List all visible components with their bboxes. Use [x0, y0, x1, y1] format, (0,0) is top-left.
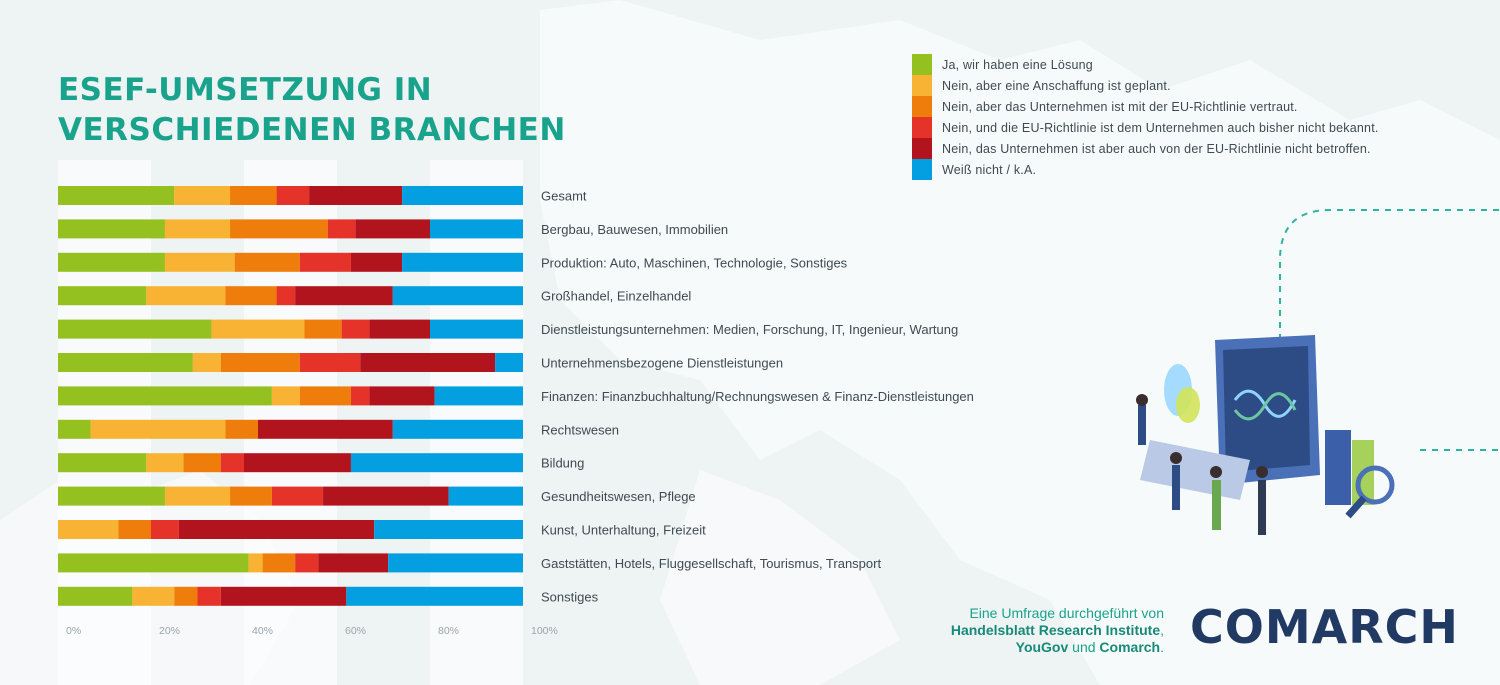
bar-segment	[370, 320, 430, 339]
category-label: Unternehmensbezogene Dienstleistungen	[541, 355, 784, 371]
bar-segment	[323, 487, 449, 506]
category-label: Sonstiges	[541, 589, 599, 605]
credit-intro: Eine Umfrage durchgeführt von	[969, 605, 1164, 621]
legend-item	[912, 117, 1379, 138]
bar-segment	[58, 353, 193, 372]
bar-segment	[402, 186, 523, 205]
x-tick-label: 60%	[345, 625, 367, 637]
bar-segment	[295, 553, 318, 572]
legend-label: Nein, das Unternehmen ist aber auch von der EU-Richtlinie nicht betroffen.	[942, 141, 1371, 156]
bar-segment	[277, 286, 296, 305]
bar-segment	[230, 219, 328, 238]
survey-credit: Eine Umfrage durchgeführt von Handelsblatt Research Institute, YouGov und Comarch.	[950, 605, 1164, 655]
bar-segment	[58, 386, 272, 405]
bar-segment	[230, 186, 276, 205]
bar-segment	[370, 386, 435, 405]
legend-item	[912, 54, 1379, 75]
bar-segment	[393, 286, 523, 305]
bar-segment	[235, 253, 300, 272]
bar-segment	[165, 253, 235, 272]
bar-segment	[211, 320, 304, 339]
bar-segment	[58, 253, 165, 272]
bar-segment	[328, 219, 356, 238]
bar-segment	[151, 520, 179, 539]
category-label: Bildung	[541, 455, 585, 471]
category-label: Rechtswesen	[541, 422, 620, 438]
legend-swatch	[912, 75, 932, 96]
bar-segment	[346, 587, 523, 606]
bar-segment	[300, 253, 351, 272]
legend-label: Nein, aber eine Anschaffung ist geplant.	[942, 78, 1171, 93]
bar-segment	[58, 520, 118, 539]
bar-segment	[58, 186, 174, 205]
bar-segment	[58, 553, 249, 572]
lab-illustration	[1120, 200, 1500, 540]
bar-segment	[58, 420, 91, 439]
bar-segment	[221, 353, 300, 372]
x-tick-label: 0%	[66, 625, 82, 637]
bar-segment	[165, 219, 230, 238]
bar-segment	[221, 453, 244, 472]
x-tick-label: 40%	[252, 625, 274, 637]
legend-item	[912, 75, 1379, 96]
bar-segment	[430, 320, 523, 339]
x-tick-label: 80%	[438, 625, 460, 637]
credit-org-comarch: Comarch	[1099, 639, 1161, 655]
bar-segment	[179, 520, 374, 539]
bar-segment	[318, 553, 388, 572]
title-line-1: ESEF-UMSETZUNG IN	[58, 72, 433, 108]
bar-segment	[221, 587, 347, 606]
bar-segment	[146, 286, 225, 305]
bar-segment	[165, 487, 230, 506]
bar-segment	[277, 186, 310, 205]
comarch-logo: COMARCH	[1190, 600, 1459, 654]
x-tick-label: 100%	[531, 625, 558, 637]
legend-swatch	[912, 117, 932, 138]
legend-swatch	[912, 96, 932, 117]
bar-segment	[388, 553, 523, 572]
bar-segment	[225, 286, 276, 305]
bar-segment	[184, 453, 221, 472]
legend-label: Ja, wir haben eine Lösung	[942, 57, 1093, 72]
bar-segment	[263, 553, 296, 572]
bar-segment	[58, 286, 146, 305]
bar-segment	[249, 553, 263, 572]
bar-segment	[300, 386, 351, 405]
bar-segment	[146, 453, 183, 472]
bar-segment	[58, 320, 211, 339]
bar-segment	[58, 219, 165, 238]
bar-segment	[430, 219, 523, 238]
bar-segment	[58, 587, 132, 606]
bar-segment	[272, 487, 323, 506]
bar-segment	[295, 286, 393, 305]
category-label: Gesundheitswesen, Pflege	[541, 489, 696, 505]
x-tick-label: 20%	[159, 625, 181, 637]
bar-segment	[356, 219, 430, 238]
bar-segment	[118, 520, 151, 539]
bar-segment	[91, 420, 226, 439]
bar-segment	[351, 453, 523, 472]
bar-segment	[402, 253, 523, 272]
bar-segment	[360, 353, 495, 372]
category-label: Großhandel, Einzelhandel	[541, 288, 692, 304]
legend-swatch	[912, 138, 932, 159]
legend-item	[912, 138, 1379, 159]
legend-swatch	[912, 54, 932, 75]
bar-segment	[449, 487, 523, 506]
bar-segment	[351, 386, 370, 405]
category-label: Finanzen: Finanzbuchhaltung/Rechnungswesen & Finanz-Dienstleistungen	[541, 388, 974, 404]
bar-segment	[342, 320, 370, 339]
bar-segment	[58, 453, 146, 472]
bar-segment	[309, 186, 402, 205]
bar-segment	[230, 487, 272, 506]
bar-segment	[351, 253, 402, 272]
legend-label: Weiß nicht / k.A.	[942, 162, 1037, 177]
bar-segment	[174, 587, 197, 606]
legend-label: Nein, und die EU-Richtlinie ist dem Unternehmen auch bisher nicht bekannt.	[942, 120, 1379, 135]
credit-org-handelsblatt: Handelsblatt Research Institute	[950, 622, 1161, 638]
bar-segment	[435, 386, 523, 405]
category-label: Kunst, Unterhaltung, Freizeit	[541, 522, 706, 538]
legend-swatch	[912, 159, 932, 180]
bar-segment	[58, 487, 165, 506]
category-label: Bergbau, Bauwesen, Immobilien	[541, 221, 729, 237]
legend-label: Nein, aber das Unternehmen ist mit der EU-Richtlinie vertraut.	[942, 99, 1298, 114]
category-label: Gaststätten, Hotels, Fluggesellschaft, Tourismus, Transport	[541, 555, 882, 571]
credit-org-yougov: YouGov	[1015, 639, 1069, 655]
legend-item	[912, 159, 1379, 180]
bar-segment	[374, 520, 523, 539]
category-label: Dienstleistungsunternehmen: Medien, Forschung, IT, Ingenieur, Wartung	[541, 322, 959, 338]
category-label: Gesamt	[541, 188, 587, 204]
bar-segment	[304, 320, 341, 339]
bar-segment	[272, 386, 300, 405]
bar-segment	[244, 453, 351, 472]
bar-segment	[174, 186, 230, 205]
bar-segment	[393, 420, 523, 439]
legend-item	[912, 96, 1379, 117]
bar-segment	[193, 353, 221, 372]
bar-segment	[495, 353, 523, 372]
category-label: Produktion: Auto, Maschinen, Technologie, Sonstiges	[541, 255, 848, 271]
bar-segment	[198, 587, 221, 606]
chart-legend	[912, 54, 1379, 180]
bar-segment	[300, 353, 360, 372]
bar-segment	[258, 420, 393, 439]
credit-connector: und	[1072, 639, 1096, 655]
bar-segment	[132, 587, 174, 606]
title-line-2: VERSCHIEDENEN BRANCHEN	[58, 112, 566, 148]
bar-segment	[225, 420, 258, 439]
